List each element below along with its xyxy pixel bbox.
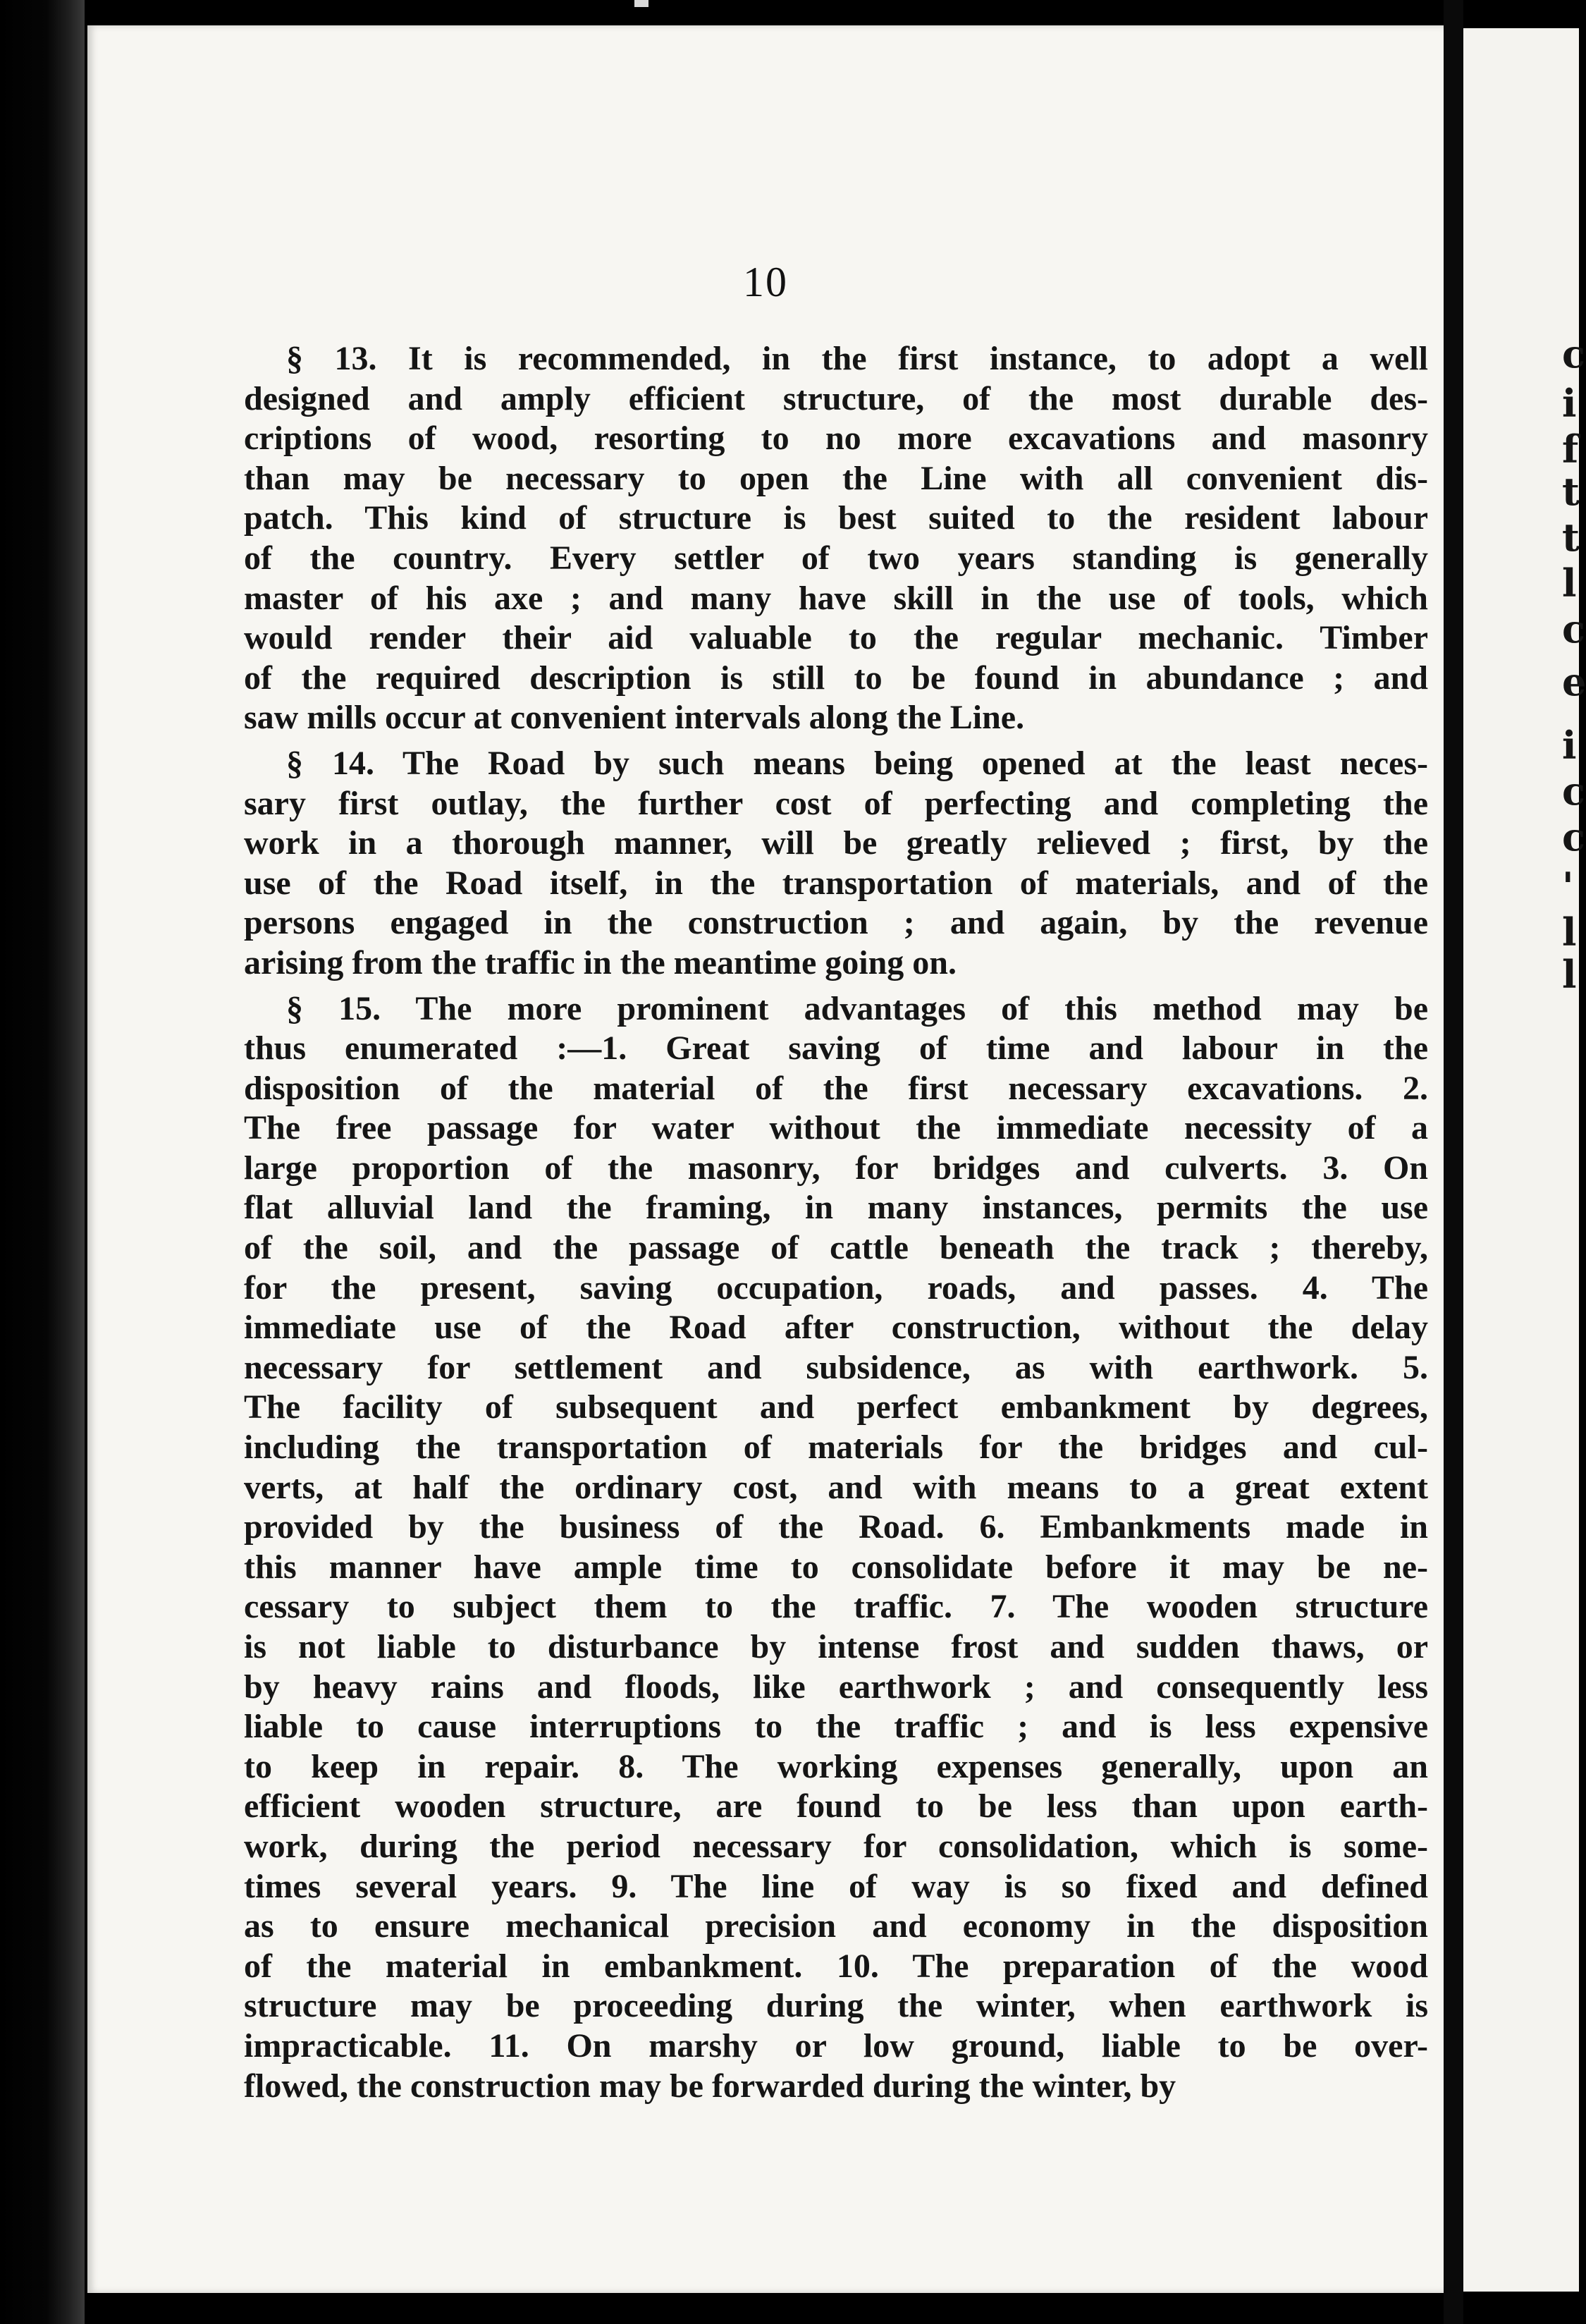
adjacent-page-fragment: t bbox=[1562, 515, 1580, 560]
text-line: provided by the business of the Road. 6. Embankments made in bbox=[244, 1508, 1428, 1546]
text-line: persons engaged in the construction ; and again, by the revenue bbox=[244, 904, 1428, 942]
text-line: The free passage for water without the immediate necessity of a bbox=[244, 1109, 1428, 1147]
text-line: immediate use of the Road after construction, without the delay bbox=[244, 1309, 1428, 1347]
adjacent-page-fragment: ' bbox=[1562, 864, 1574, 909]
adjacent-page-fragment: l bbox=[1562, 952, 1577, 997]
text-line: flowed, the construction may be forwarded during the winter, by bbox=[244, 2067, 1176, 2105]
text-line: The facility of subsequent and perfect embankment by degrees, bbox=[244, 1388, 1428, 1426]
adjacent-page-fragment: e bbox=[1562, 659, 1586, 704]
text-line: impracticable. 11. On marshy or low ground, liable to be over- bbox=[244, 2026, 1428, 2065]
adjacent-page-fragment: t bbox=[1562, 469, 1580, 514]
text-line: by heavy rains and floods, like earthwork ; and consequently less bbox=[244, 1668, 1428, 1706]
text-line: efficient wooden structure, are found to be less than upon earth- bbox=[244, 1787, 1428, 1825]
page-number: 10 bbox=[743, 259, 788, 305]
adjacent-page-fragment: c bbox=[1562, 769, 1585, 814]
scan-left-border bbox=[0, 0, 85, 2324]
paragraph-14 bbox=[244, 744, 1428, 984]
text-line: § 14. The Road by such means being opened at the least neces- bbox=[286, 744, 1428, 782]
text-line: sary first outlay, the further cost of perfecting and completing the bbox=[244, 784, 1428, 822]
text-line: work, during the period necessary for consolidation, which is some- bbox=[244, 1827, 1428, 1865]
text-line: work in a thorough manner, will be greatly relieved ; first, by the bbox=[244, 824, 1428, 862]
text-line: for the present, saving occupation, roads, and passes. 4. The bbox=[244, 1268, 1428, 1307]
adjacent-page-fragment: c bbox=[1562, 814, 1585, 860]
text-line: of the country. Every settler of two years standing is generally bbox=[244, 539, 1428, 577]
text-line: § 13. It is recommended, in the first instance, to adopt a well bbox=[286, 340, 1428, 377]
text-line: times several years. 9. The line of way is so fixed and defined bbox=[244, 1867, 1428, 1905]
text-line: structure may be proceeding during the winter, when earthwork is bbox=[244, 1987, 1428, 2025]
text-line: than may be necessary to open the Line with all convenient dis- bbox=[244, 459, 1428, 497]
text-line: of the soil, and the passage of cattle beneath the track ; thereby, bbox=[244, 1229, 1428, 1267]
text-line: saw mills occur at convenient intervals along the Line. bbox=[244, 699, 1025, 737]
text-line: verts, at half the ordinary cost, and with means to a great extent bbox=[244, 1468, 1428, 1506]
text-line: of the required description is still to be found in abundance ; and bbox=[244, 659, 1428, 697]
adjacent-page-fragment: i bbox=[1562, 381, 1577, 426]
text-line: use of the Road itself, in the transportation of materials, and of the bbox=[244, 864, 1428, 902]
book-page bbox=[87, 25, 1444, 2293]
text-line: this manner have ample time to consolidate before it may be ne- bbox=[244, 1548, 1428, 1586]
text-line: thus enumerated :—1. Great saving of time and labour in the bbox=[244, 1029, 1428, 1068]
text-line: cessary to subject them to the traffic. 7. The wooden structure bbox=[244, 1588, 1428, 1626]
text-line: as to ensure mechanical precision and economy in the disposition bbox=[244, 1907, 1428, 1945]
text-line: patch. This kind of structure is best suited to the resident labour bbox=[244, 499, 1428, 537]
text-line: including the transportation of materials for the bridges and cul- bbox=[244, 1429, 1428, 1467]
adjacent-page-edge bbox=[1463, 28, 1586, 2292]
adjacent-page-fragment: f bbox=[1562, 427, 1579, 472]
text-line: would render their aid valuable to the regular mechanic. Timber bbox=[244, 619, 1428, 657]
adjacent-page-fragment: i bbox=[1562, 723, 1577, 768]
text-line: is not liable to disturbance by intense frost and sudden thaws, or bbox=[244, 1628, 1428, 1665]
text-line: master of his axe ; and many have skill in the use of tools, which bbox=[244, 579, 1428, 617]
text-line: necessary for settlement and subsidence, as with earthwork. 5. bbox=[244, 1348, 1428, 1386]
paragraph-15 bbox=[244, 989, 1428, 2107]
text-line: large proportion of the masonry, for bridges and culverts. 3. On bbox=[244, 1149, 1428, 1187]
adjacent-page-fragment: c bbox=[1562, 606, 1585, 652]
text-line: § 15. The more prominent advantages of this method may be bbox=[286, 989, 1428, 1027]
text-line: liable to cause interruptions to the traffic ; and is less expensive bbox=[244, 1708, 1428, 1746]
text-line: criptions of wood, resorting to no more excavations and masonry bbox=[244, 420, 1428, 458]
text-line: of the material in embankment. 10. The preparation of the wood bbox=[244, 1947, 1428, 1985]
text-line: designed and amply efficient structure, of the most durable des- bbox=[244, 379, 1428, 417]
book-gutter bbox=[1444, 0, 1463, 2324]
scan-dust-mark bbox=[634, 0, 648, 7]
text-line: flat alluvial land the framing, in many instances, permits the use bbox=[244, 1189, 1428, 1227]
paragraph-13 bbox=[244, 339, 1428, 738]
text-line: arising from the traffic in the meantime going on. bbox=[244, 943, 957, 981]
body-text bbox=[244, 339, 1428, 2112]
text-line: disposition of the material of the first necessary excavations. 2. bbox=[244, 1069, 1428, 1107]
text-line: to keep in repair. 8. The working expenses generally, upon an bbox=[244, 1747, 1428, 1785]
adjacent-page-fragment: l bbox=[1562, 561, 1577, 606]
adjacent-page-fragment: c bbox=[1562, 331, 1585, 377]
adjacent-page-fragment: l bbox=[1562, 910, 1577, 955]
